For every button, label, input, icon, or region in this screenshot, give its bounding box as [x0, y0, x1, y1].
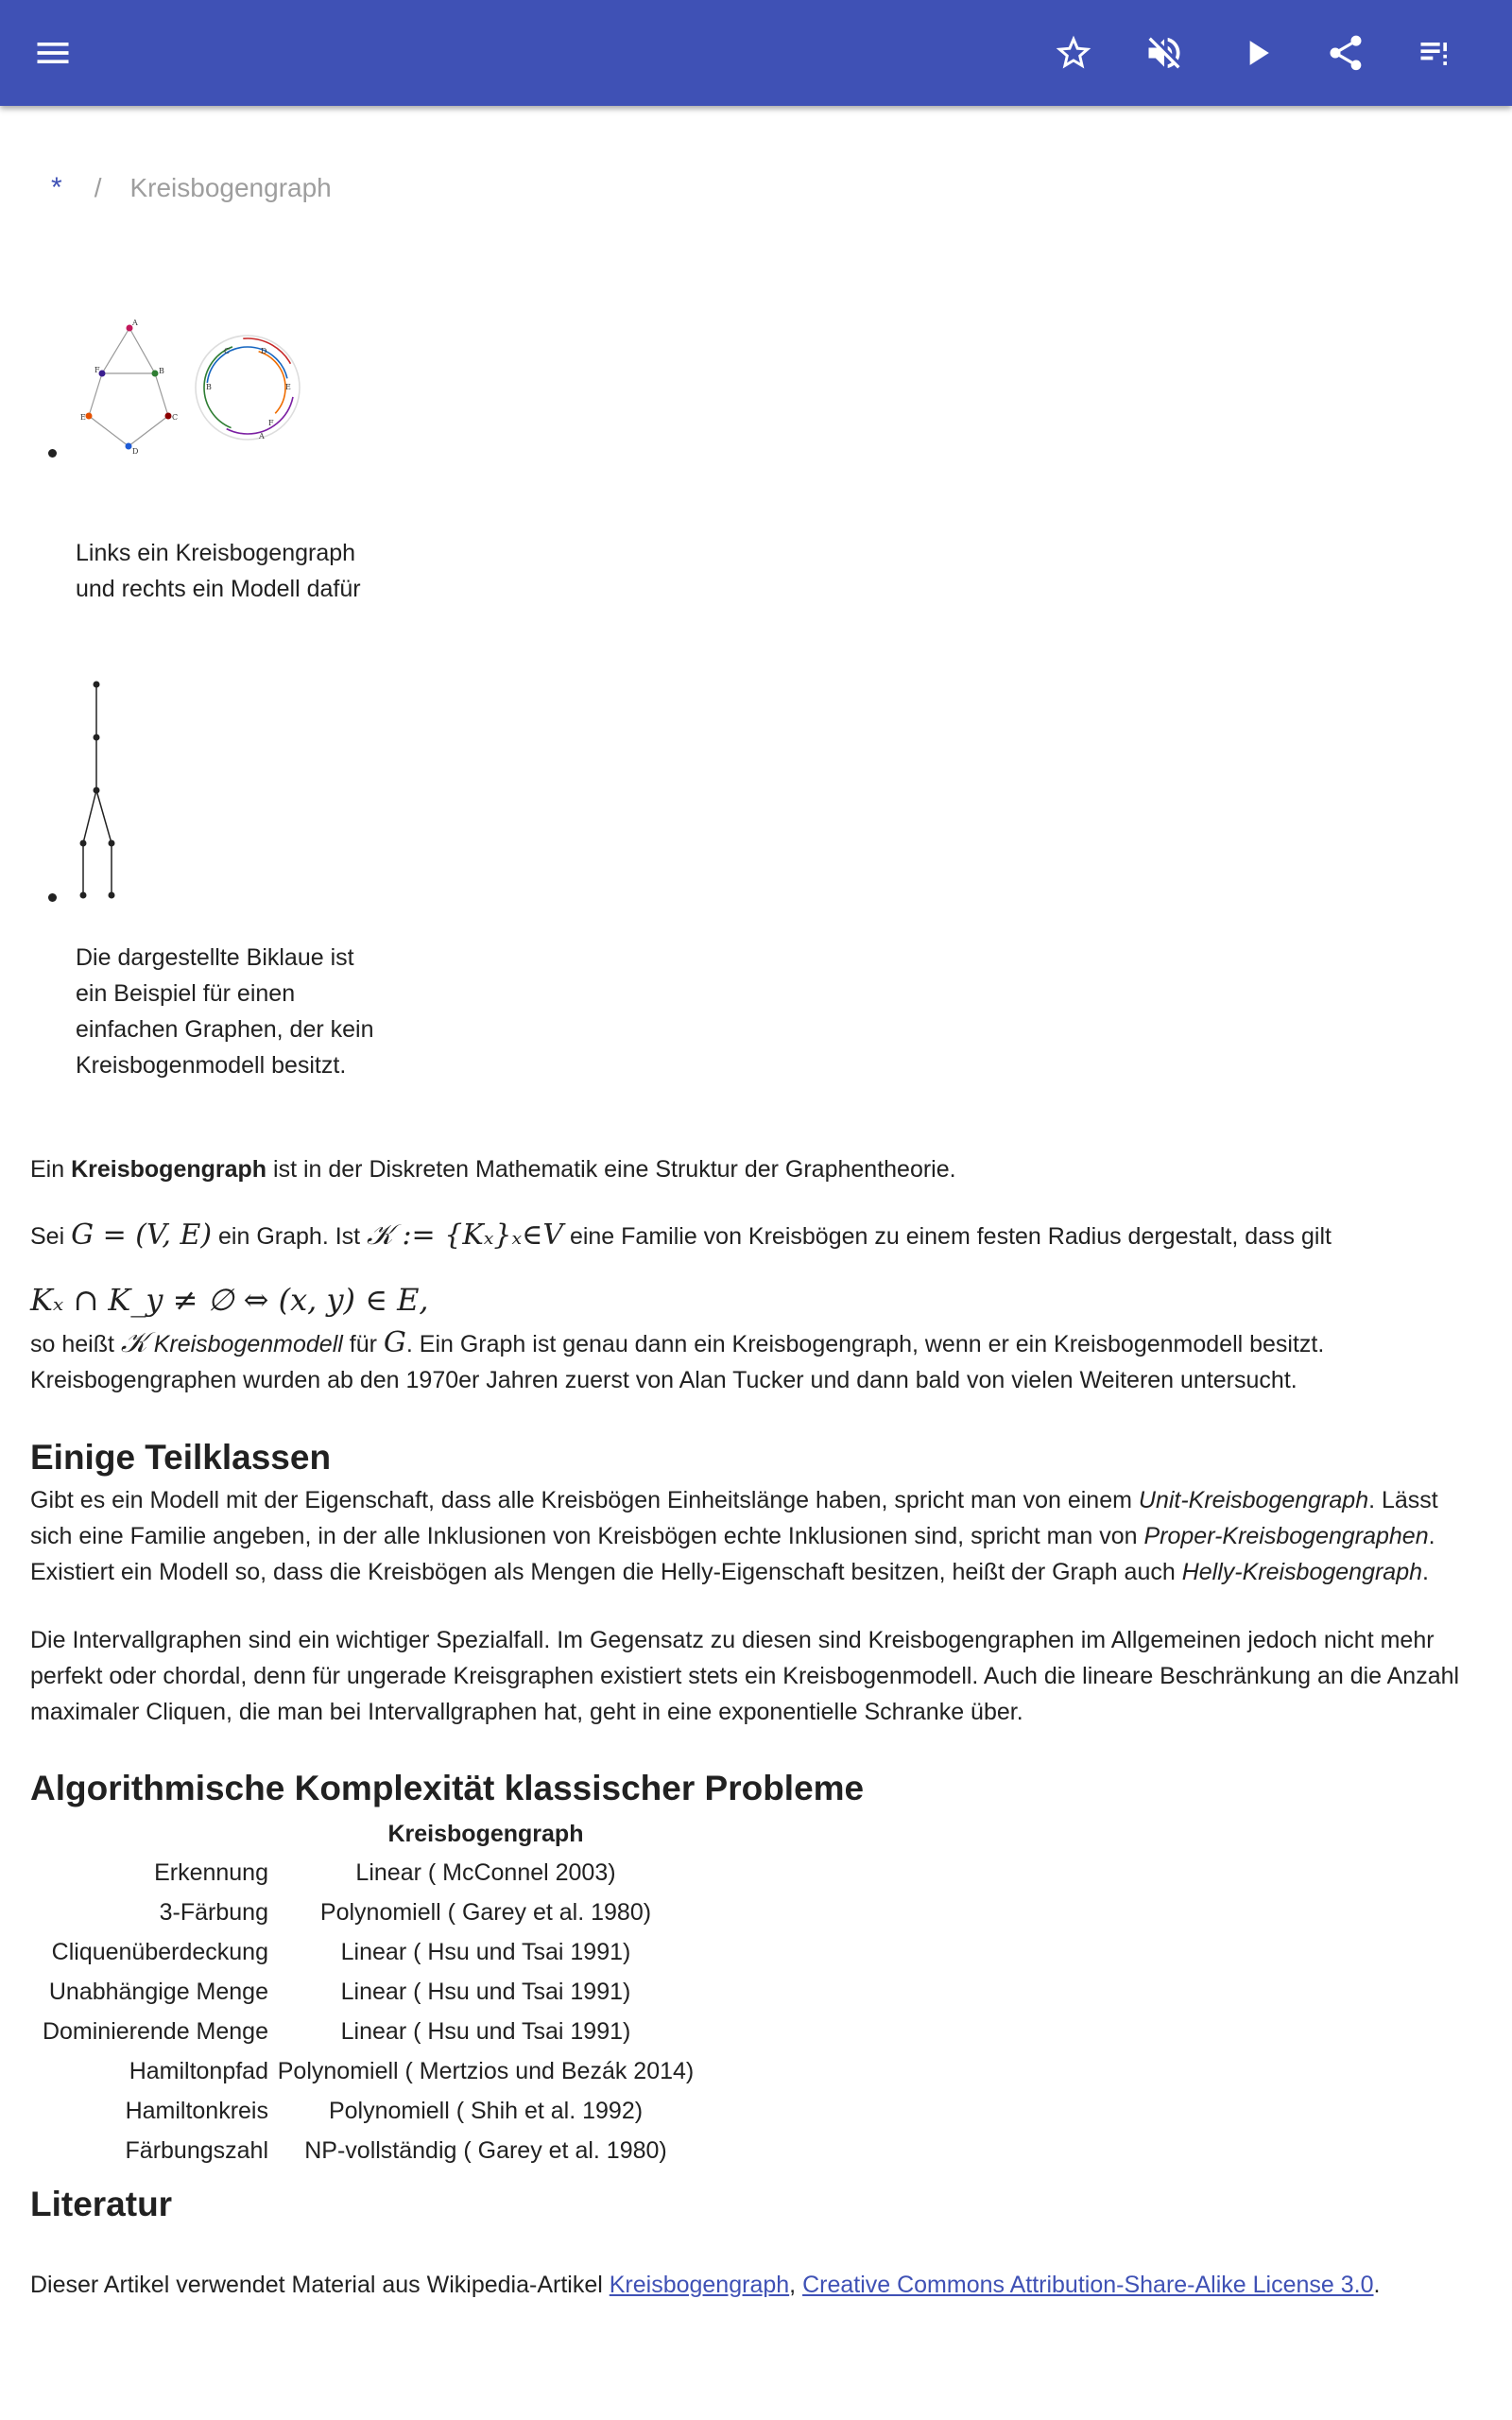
- table-row: 3-Färbung Polynomiell ( Garey et al. 1980): [159, 1898, 652, 1926]
- section-heading-literature: Literatur: [30, 2185, 173, 2223]
- definition-paragraph: Sei G = (V, E) ein Graph. Ist 𝒦 := {Kₓ}ₓ∈V eine Familie von Kreisbögen zu einem festen Radius dergestalt, dass gilt: [30, 1219, 1332, 1252]
- graph-label: E: [80, 413, 86, 422]
- subclasses-paragraph: Gibt es ein Modell mit der Eigenschaft, dass alle Kreisbögen Einheitslänge haben, spricht man von einem Unit-Kreisbogengraph. Lässt sich eine Familie angeben, in der alle Inklusionen von Kreisbögen echte Inklusionen sind, spricht man von Proper-Kreisbogengraphen. Existiert ein Modell so, dass die Kreisbögen als Mengen die Helly-Eigenschaft besitzen, heißt der Graph auch Helly-Kreisbogengraph.: [30, 1487, 1438, 1585]
- table-row: Hamiltonkreis Polynomiell ( Shih et al. 1992): [125, 2097, 644, 2124]
- play-icon[interactable]: [1230, 26, 1283, 79]
- breadcrumb-current: Kreisbogengraph: [129, 173, 332, 202]
- menu-icon[interactable]: [26, 26, 79, 79]
- table-row: Färbungszahl NP-vollständig ( Garey et al. 1980): [125, 2136, 667, 2164]
- section-heading-complexity: Algorithmische Komplexität klassischer Probleme: [30, 1769, 865, 1807]
- definition-paragraph-continued: so heißt 𝒦 Kreisbogenmodell für G. Ein Graph ist genau dann ein Kreisbogengraph, wenn er ein Kreisbogenmodell besitzt. Kreisbogengraphen wurden ab den 1970er Jahren zuerst von Alan Tucker und dann bald von vielen Weiteren untersucht.: [30, 1326, 1325, 1393]
- table-row: Erkennung Linear ( McConnel 2003): [154, 1858, 616, 1886]
- graph-label: B: [159, 367, 164, 375]
- math-inline: 𝒦 := {Kₓ}ₓ∈V: [367, 1219, 563, 1252]
- table-header-cell: Kreisbogengraph: [387, 1820, 584, 1847]
- volume-off-icon[interactable]: [1138, 26, 1191, 79]
- term-bold: Kreisbogengraph: [71, 1156, 267, 1183]
- graph-label: F: [94, 366, 100, 374]
- gallery-caption: Die dargestellte Biklaue ist ein Beispiel für einen einfachen Graphen, der kein Kreisbogenmodell besitzt.: [76, 944, 374, 1079]
- license-link[interactable]: Creative Commons Attribution-Share-Alike License 3.0: [802, 2272, 1374, 2298]
- breadcrumb: [51, 172, 332, 204]
- playlist-icon[interactable]: [1410, 26, 1463, 79]
- circular-arc-graph-and-model-figure[interactable]: [77, 314, 304, 456]
- breadcrumb-separator: /: [94, 173, 102, 202]
- app-bar: [0, 0, 1512, 106]
- model-label: D: [261, 347, 267, 355]
- graph-label: D: [132, 447, 139, 456]
- math-formula: Kₓ ∩ K_y ≠ ∅ ⇔ (x, y) ∈ E,: [30, 1282, 429, 1318]
- intro-paragraph: Ein Kreisbogengraph ist in der Diskreten Mathematik eine Struktur der Graphentheorie.: [30, 1156, 956, 1183]
- share-icon[interactable]: [1319, 26, 1372, 79]
- complexity-table: [30, 1815, 703, 2170]
- biclaw-graph-figure[interactable]: [74, 673, 121, 900]
- model-label: B: [206, 383, 212, 391]
- graph-label: C: [172, 413, 179, 422]
- interval-graphs-paragraph: Die Intervallgraphen sind ein wichtiger Spezialfall. Im Gegensatz zu diesen sind Kreisbogengraphen im Allgemeinen jedoch nicht mehr perfekt oder chordal, denn für ungerade Kreisgraphen existiert stets ein Kreisbogenmodell. Auch die lineare Beschränkung an die Anzahl maximaler Cliquen, die man bei Intervallgraphen hat, geht in eine exponentielle Schranke über.: [30, 1627, 1460, 1725]
- section-heading-subclasses: Einige Teilklassen: [30, 1438, 332, 1477]
- table-row: Dominierende Menge Linear ( Hsu und Tsai 1991): [42, 2017, 631, 2045]
- model-label: A: [259, 432, 265, 441]
- table-header-row: [30, 1815, 703, 1853]
- gallery-bullet: [48, 449, 57, 458]
- license-footer: Dieser Artikel verwendet Material aus Wikipedia-Artikel Kreisbogengraph, Creative Commons Attribution-Share-Alike License 3.0.: [30, 2272, 1381, 2298]
- wikipedia-article-link[interactable]: Kreisbogengraph: [609, 2272, 790, 2298]
- gallery-bullet: [48, 893, 57, 902]
- table-row: Hamiltonpfad Polynomiell ( Mertzios und Bezák 2014): [129, 2057, 695, 2084]
- math-inline: G = (V, E): [71, 1219, 213, 1252]
- gallery-caption: Links ein Kreisbogengraph und rechts ein Modell dafür: [76, 540, 361, 602]
- table-row: Cliquenüberdeckung Linear ( Hsu und Tsai 1991): [51, 1938, 631, 1965]
- breadcrumb-home-link[interactable]: *: [51, 172, 62, 203]
- table-row: Unabhängige Menge Linear ( Hsu und Tsai 1991): [48, 1978, 631, 2005]
- model-label: F: [268, 419, 274, 427]
- model-label: C: [224, 347, 231, 355]
- graph-label: A: [132, 319, 138, 327]
- star-outline-icon[interactable]: [1047, 26, 1100, 79]
- model-label: E: [285, 383, 291, 391]
